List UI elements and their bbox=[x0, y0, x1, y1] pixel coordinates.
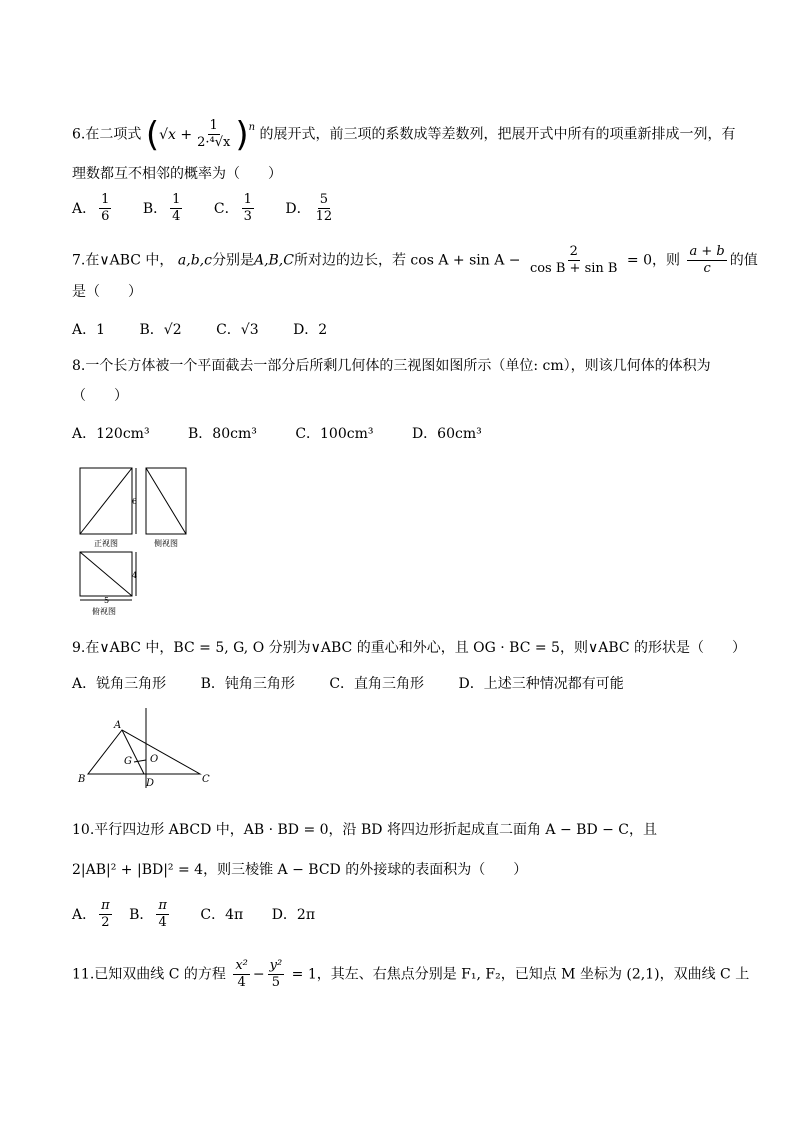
q7-mid: 分别是 bbox=[211, 252, 254, 269]
q7-expr: cos A + sin A − bbox=[410, 252, 521, 269]
q6-frac-num: 1 bbox=[209, 118, 218, 133]
q11-frac2-den: 5 bbox=[271, 975, 281, 990]
question-6 bbox=[72, 114, 736, 155]
q10-option-c: C．4π bbox=[200, 906, 244, 923]
q6-text: 的展开式，前三项的系数成等差数列，把展开式中所有的项重新排成一列，有 bbox=[259, 126, 736, 143]
question-11 bbox=[72, 958, 749, 991]
q6-frac-den: 2·⁴√x bbox=[197, 135, 231, 150]
q7-option-d: D．2 bbox=[293, 322, 328, 338]
q6-option-b: B． $\frac{1}{4}$ bbox=[142, 192, 181, 224]
q11-frac1-num: x² bbox=[235, 958, 248, 973]
q8-number: 8. bbox=[72, 358, 86, 374]
q11-intro: 已知双曲线 C 的方程 bbox=[94, 966, 226, 983]
label-G: G bbox=[124, 756, 132, 767]
q7-option-a: A．1 bbox=[72, 322, 106, 338]
q9-option-c: C．直角三角形 bbox=[329, 676, 425, 692]
q11-text: = 1，其左、右焦点分别是 F₁, F₂，已知点 M 坐标为 (2,1)，双曲线 C 上 bbox=[291, 966, 750, 983]
label-D: D bbox=[146, 778, 155, 789]
q7-frac2-num: a + b bbox=[689, 244, 725, 259]
q7-intro: 在∨ABC 中， bbox=[85, 252, 174, 269]
question-7 bbox=[72, 244, 758, 277]
dim-width-label: 4 bbox=[132, 571, 138, 580]
q8-text: 一个长方体被一个平面截去一部分后所剩几何体的三视图如图所示（单位: cm），则该几何体的体积为 bbox=[85, 358, 711, 374]
q9-option-a: A．锐角三角形 bbox=[72, 676, 167, 692]
q6-number: 6. bbox=[72, 126, 86, 143]
q9-number: 9. bbox=[72, 640, 86, 656]
q6-line2: 理数都互不相邻的概率为（ ） bbox=[72, 166, 282, 182]
q11-frac1-den: 4 bbox=[237, 975, 246, 990]
question-9 bbox=[72, 638, 746, 658]
q7-number: 7. bbox=[72, 252, 86, 269]
q9-option-d: D．上述三种情况都有可能 bbox=[458, 676, 624, 692]
q6-options bbox=[72, 192, 337, 225]
q7-option-b: B．√2 bbox=[139, 322, 182, 338]
side-view-label: 侧视图 bbox=[154, 539, 178, 548]
q11-minus: − bbox=[252, 966, 265, 983]
q7-option-c: C．√3 bbox=[216, 322, 259, 338]
q7-frac2-den: c bbox=[703, 261, 711, 276]
question-10 bbox=[72, 820, 657, 840]
three-view-figure bbox=[74, 464, 198, 616]
q10-options bbox=[72, 898, 315, 931]
q10-option-a: A． $\frac{\pi}{2}$ bbox=[72, 898, 110, 930]
q7-ABC: A,B,C bbox=[253, 252, 294, 269]
q8-option-a: A．120cm³ bbox=[72, 426, 150, 442]
top-view-label: 俯视图 bbox=[92, 607, 116, 616]
q6-power: n bbox=[248, 122, 256, 133]
q6-option-a: A． $\frac{1}{6}$ bbox=[72, 192, 110, 224]
q9-option-b: B．钝角三角形 bbox=[200, 676, 295, 692]
dim-height-label: 6 bbox=[132, 497, 138, 506]
q6-intro: 在二项式 bbox=[85, 126, 142, 143]
q6-sqrt-x: √x + bbox=[159, 126, 193, 143]
q6-binomial: ( √x + $\frac{1}{\text{2·⁴√x}}$ ) n bbox=[145, 114, 256, 155]
segment-GO bbox=[134, 760, 146, 762]
q9-options bbox=[72, 674, 624, 694]
q7-mid2: 所对边的边长，若 bbox=[293, 252, 406, 269]
q7-post: 的值 bbox=[729, 252, 758, 269]
front-view-diagonal bbox=[80, 468, 132, 534]
side-view-diagonal bbox=[146, 468, 186, 534]
question-8 bbox=[72, 356, 711, 376]
q9-text: 在∨ABC 中，BC = 5, G, O 分别为∨ABC 的重心和外心，且 OG · BC = 5，则∨ABC 的形状是（ ） bbox=[85, 640, 747, 656]
q7-frac-den: cos B + sin B bbox=[529, 261, 618, 276]
triangle-ABC bbox=[88, 730, 200, 774]
q7-options bbox=[72, 320, 327, 340]
label-B: B bbox=[78, 774, 86, 785]
label-C: C bbox=[202, 774, 210, 785]
label-O: O bbox=[150, 754, 159, 765]
q10-option-d: D．2π bbox=[271, 906, 316, 923]
q10-option-b: B． $\frac{\pi}{4}$ bbox=[129, 898, 167, 930]
q6-option-d: D． $\frac{5}{12}$ bbox=[285, 192, 333, 224]
q10-line2: 2|AB|² + |BD|² = 4，则三棱锥 A − BCD 的外接球的表面积为（ ） bbox=[72, 862, 528, 878]
front-view-label: 正视图 bbox=[94, 539, 118, 548]
dim-length-label: 5 bbox=[104, 596, 110, 605]
q6-option-c: C． $\frac{1}{3}$ bbox=[213, 192, 252, 224]
q7-frac-num: 2 bbox=[569, 244, 578, 259]
q8-option-b: B．80cm³ bbox=[188, 426, 257, 442]
q11-frac2-num: y² bbox=[269, 958, 283, 973]
q8-option-d: D．60cm³ bbox=[411, 426, 482, 442]
q11-number: 11. bbox=[72, 966, 95, 983]
q10-text: 平行四边形 ABCD 中，AB · BD = 0，沿 BD 将四边形折起成直二面角 A − BD − C，且 bbox=[94, 822, 658, 838]
q8-line2: （ ） bbox=[72, 388, 128, 404]
q10-number: 10. bbox=[72, 822, 95, 838]
triangle-figure bbox=[74, 706, 220, 794]
q8-option-c: C．100cm³ bbox=[295, 426, 374, 442]
top-view-diagonal bbox=[80, 552, 132, 596]
q7-abc: a,b,c bbox=[177, 252, 212, 269]
q7-line2: 是（ ） bbox=[72, 284, 142, 300]
label-A: A bbox=[114, 720, 122, 731]
q7-eq: = 0，则 bbox=[626, 252, 681, 269]
q8-options bbox=[72, 424, 482, 444]
